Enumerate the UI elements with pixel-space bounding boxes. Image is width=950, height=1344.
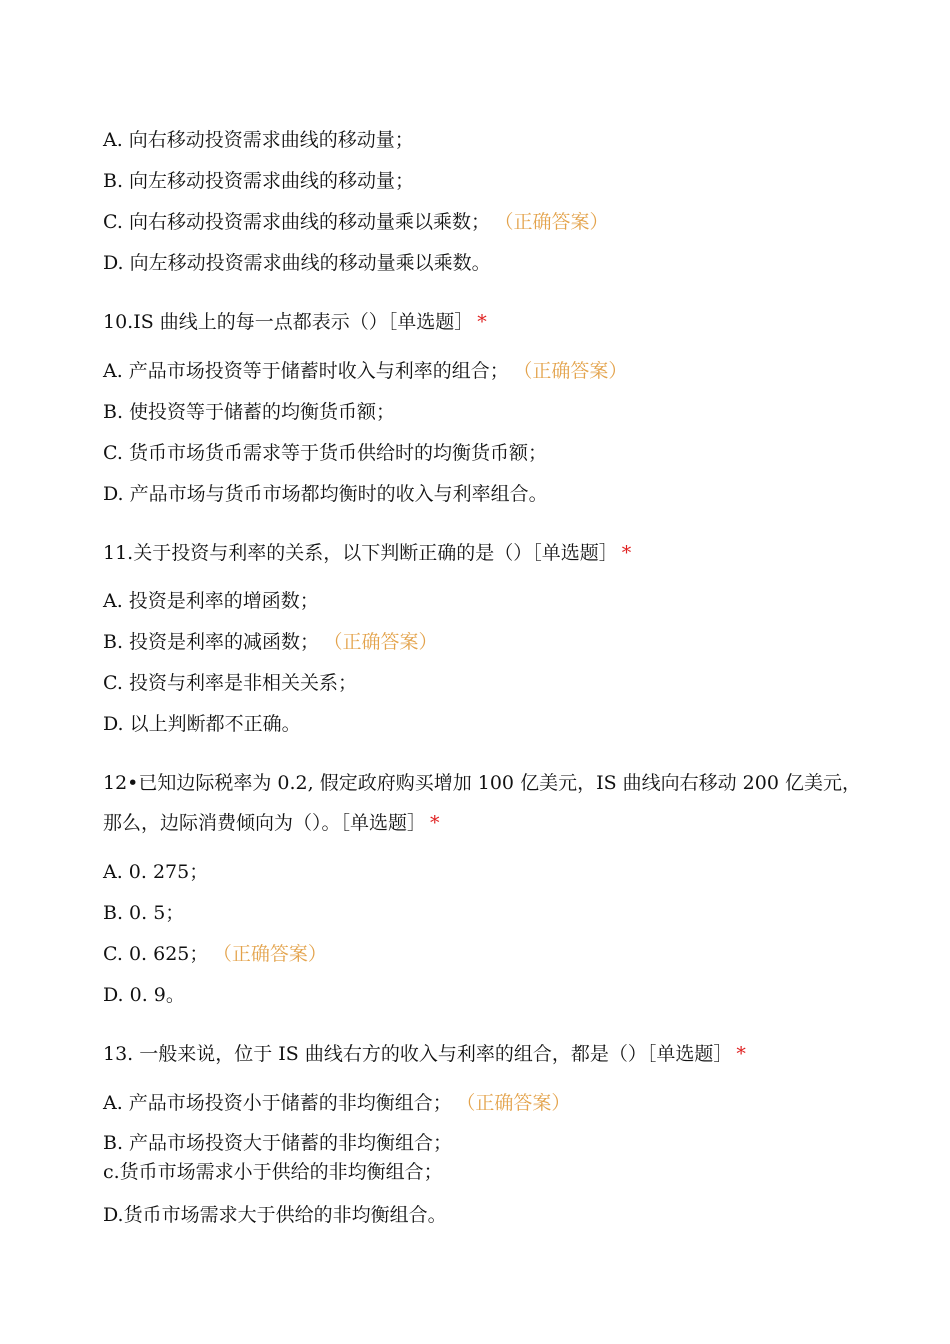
option-text: C. 向右移动投资需求曲线的移动量乘以乘数； <box>103 211 490 233</box>
question-text: 那么，边际消费倾向为（）。［单选题］ <box>103 812 427 834</box>
q9-option-d <box>103 250 491 276</box>
q9-option-a <box>103 127 414 153</box>
option-text: A. 产品市场投资等于储蓄时收入与利率的组合； <box>103 360 509 382</box>
option-text: c.货币市场需求小于供给的非均衡组合； <box>103 1161 443 1183</box>
q13-option-d <box>103 1202 447 1228</box>
option-text: B. 投资是利率的减函数； <box>103 631 320 653</box>
question-text: 12•已知边际税率为 0.2, 假定政府购买增加 100 亿美元，IS 曲线向右移动 200 亿美元， <box>103 772 861 794</box>
q13-option-b <box>103 1130 452 1156</box>
required-mark: * <box>477 311 487 333</box>
q11-option-d <box>103 711 301 737</box>
q12-question-line2 <box>103 810 440 836</box>
q12-option-b <box>103 900 184 926</box>
option-text: A. 投资是利率的增函数； <box>103 590 319 612</box>
option-text: D.货币市场需求大于供给的非均衡组合。 <box>103 1204 447 1226</box>
q11-option-c <box>103 670 357 696</box>
q11-option-b <box>103 629 438 655</box>
option-text: D. 0. 9。 <box>103 984 185 1006</box>
correct-answer-tag: （正确答案） <box>222 943 327 965</box>
q11-question <box>103 540 631 566</box>
correct-answer-tag: （正确答案） <box>503 211 609 233</box>
correct-answer-tag: （正确答案） <box>333 631 438 653</box>
option-text: B. 向左移动投资需求曲线的移动量； <box>103 170 415 192</box>
q10-option-b <box>103 399 395 425</box>
q9-option-c <box>103 209 608 235</box>
q10-option-c <box>103 440 547 466</box>
option-text: D. 向左移动投资需求曲线的移动量乘以乘数。 <box>103 252 491 274</box>
option-text: B. 产品市场投资大于储蓄的非均衡组合； <box>103 1132 453 1154</box>
question-text: 10.IS 曲线上的每一点都表示（）［单选题］ <box>103 311 474 333</box>
q12-option-d <box>103 982 185 1008</box>
q10-option-a <box>103 358 627 384</box>
question-text: 11.关于投资与利率的关系，以下判断正确的是（）［单选题］ <box>103 542 618 564</box>
q11-option-a <box>103 588 319 614</box>
option-text: A. 向右移动投资需求曲线的移动量； <box>103 129 414 151</box>
q10-question <box>103 309 487 335</box>
option-text: B. 0. 5； <box>103 902 185 924</box>
option-text: B. 使投资等于储蓄的均衡货币额； <box>103 401 396 423</box>
option-text: A. 0. 275； <box>103 861 209 883</box>
q9-option-b <box>103 168 414 194</box>
q12-option-c <box>103 941 327 967</box>
required-mark: * <box>736 1043 746 1065</box>
option-text: A. 产品市场投资小于储蓄的非均衡组合； <box>103 1092 452 1114</box>
q12-option-a <box>103 859 208 885</box>
correct-answer-tag: （正确答案） <box>522 360 628 382</box>
option-text: C. 货币市场货币需求等于货币供给时的均衡货币额； <box>103 442 547 464</box>
option-text: C. 投资与利率是非相关关系； <box>103 672 357 694</box>
q12-question-line1 <box>103 770 861 796</box>
q13-option-c <box>103 1159 443 1185</box>
q13-question <box>103 1041 746 1067</box>
question-text: 13. 一般来说，位于 IS 曲线右方的收入与利率的组合，都是（）［单选题］ <box>103 1043 733 1065</box>
correct-answer-tag: （正确答案） <box>465 1092 571 1114</box>
option-text: D. 产品市场与货币市场都均衡时的收入与利率组合。 <box>103 483 548 505</box>
q13-option-a <box>103 1090 570 1116</box>
option-text: C. 0. 625； <box>103 943 209 965</box>
required-mark: * <box>621 542 632 564</box>
required-mark: * <box>430 812 440 834</box>
option-text: D. 以上判断都不正确。 <box>103 713 301 735</box>
q10-option-d <box>103 481 548 507</box>
